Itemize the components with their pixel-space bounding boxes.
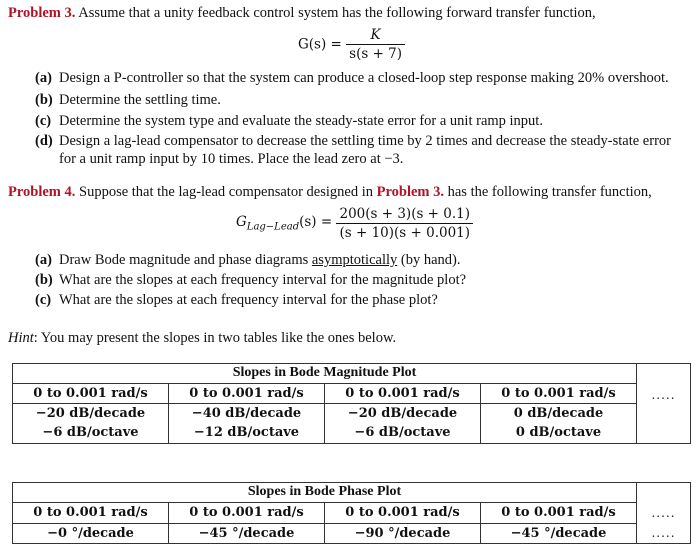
item-text-underlined: asymptotically bbox=[311, 252, 398, 268]
table-title-row bbox=[13, 364, 691, 384]
phase-table-title: Slopes in Bode Phase Plot bbox=[13, 483, 637, 503]
hint-line bbox=[8, 330, 396, 347]
problem3-eq-lhs: G(s) = bbox=[298, 36, 342, 53]
item-text: Design a P-controller so that the system can produce a closed-loop step response making 20% overshoot. bbox=[59, 70, 669, 86]
item-text-after: (by hand). bbox=[400, 252, 461, 268]
slope-cell: −12 dB/octave bbox=[169, 424, 325, 444]
interval-cell: 0 to 0.001 rad/s bbox=[169, 384, 325, 404]
interval-cell: 0 to 0.001 rad/s bbox=[13, 503, 169, 523]
table-row bbox=[13, 404, 691, 424]
problem3-fraction bbox=[346, 27, 405, 62]
slope-cell: −45 °/decade bbox=[481, 523, 637, 543]
slope-cell: −20 dB/decade bbox=[13, 404, 169, 424]
problem3-equation bbox=[298, 27, 405, 62]
interval-cell: 0 to 0.001 rad/s bbox=[481, 503, 637, 523]
slope-cell: −40 dB/decade bbox=[169, 404, 325, 424]
hint-text: : You may present the slopes in two tables like the ones below. bbox=[33, 330, 397, 346]
item-label: (c) bbox=[35, 113, 52, 129]
table-row bbox=[13, 523, 691, 543]
item-label: (a) bbox=[35, 252, 52, 268]
magnitude-table-title: Slopes in Bode Magnitude Plot bbox=[13, 364, 637, 384]
table-row bbox=[13, 384, 691, 404]
slope-cell: 0 dB/octave bbox=[481, 424, 637, 444]
problem4-eq-subscript: Lag−Lead bbox=[246, 221, 300, 233]
slope-cell: −45 °/decade bbox=[169, 523, 325, 543]
item-label: (d) bbox=[35, 133, 53, 149]
problem4-ref: Problem 3. bbox=[376, 184, 444, 200]
item-text: Determine the system type and evaluate the steady-state error for a unit ramp input. bbox=[59, 113, 543, 129]
table-ellipsis: ..... bbox=[651, 506, 676, 520]
problem4-fraction bbox=[336, 206, 473, 241]
table-ellipsis: ..... bbox=[651, 526, 676, 540]
slope-cell: −6 dB/octave bbox=[325, 424, 481, 444]
interval-cell: 0 to 0.001 rad/s bbox=[481, 384, 637, 404]
item-label: (b) bbox=[35, 92, 53, 108]
interval-cell: 0 to 0.001 rad/s bbox=[325, 503, 481, 523]
problem4-equation bbox=[236, 206, 473, 241]
table-ellipsis-column bbox=[637, 364, 691, 444]
item-text: Design a lag-lead compensator to decrease the settling time by 2 times and decrease the steady-state error bbox=[59, 133, 671, 149]
hint-label: Hint bbox=[8, 330, 34, 346]
item-label: (b) bbox=[35, 272, 53, 288]
item-text: Determine the settling time. bbox=[59, 92, 221, 108]
problem3-heading bbox=[8, 5, 596, 22]
problem4-eq-lhs bbox=[236, 213, 336, 233]
item-text: What are the slopes at each frequency interval for the phase plot? bbox=[59, 292, 438, 308]
phase-slopes-table bbox=[12, 482, 691, 544]
problem3-numerator: K bbox=[370, 27, 381, 43]
problem4-heading bbox=[8, 184, 652, 201]
problem3-denominator: s(s + 7) bbox=[346, 44, 405, 62]
item-text bbox=[59, 252, 460, 269]
table-ellipsis-column bbox=[637, 483, 691, 544]
item-label: (a) bbox=[35, 70, 52, 86]
table-row bbox=[13, 424, 691, 444]
magnitude-slopes-table bbox=[12, 363, 691, 444]
slope-cell: −20 dB/decade bbox=[325, 404, 481, 424]
table-ellipsis: ..... bbox=[651, 388, 676, 402]
item-text-continued: for a unit ramp input by 10 times. Place the lead zero at −3. bbox=[59, 151, 404, 167]
interval-cell: 0 to 0.001 rad/s bbox=[13, 384, 169, 404]
problem4-numerator: 200(s + 3)(s + 0.1) bbox=[339, 206, 471, 222]
problem4-denominator: (s + 10)(s + 0.001) bbox=[336, 223, 473, 241]
item-text-before: Draw Bode magnitude and phase diagrams bbox=[59, 252, 309, 268]
item-text: What are the slopes at each frequency interval for the magnitude plot? bbox=[59, 272, 467, 288]
item-label: (c) bbox=[35, 292, 52, 308]
problem3-item-d bbox=[0, 133, 700, 173]
slope-cell: 0 dB/decade bbox=[481, 404, 637, 424]
interval-cell: 0 to 0.001 rad/s bbox=[325, 384, 481, 404]
interval-cell: 0 to 0.001 rad/s bbox=[169, 503, 325, 523]
slope-cell: −90 °/decade bbox=[325, 523, 481, 543]
slope-cell: −0 °/decade bbox=[13, 523, 169, 543]
problem3-intro: Assume that a unity feedback control system has the following forward transfer function, bbox=[78, 5, 596, 21]
problem3-label: Problem 3. bbox=[8, 5, 76, 21]
table-title-row bbox=[13, 483, 691, 503]
problem4-eq-g: G bbox=[236, 213, 247, 230]
problem4-label: Problem 4. bbox=[8, 184, 76, 200]
problem4-intro-after: has the following transfer function, bbox=[447, 184, 652, 200]
slope-cell: −6 dB/octave bbox=[13, 424, 169, 444]
problem4-eq-rest: (s) = bbox=[299, 213, 333, 230]
table-row bbox=[13, 503, 691, 523]
problem4-intro-before: Suppose that the lag-lead compensator designed in bbox=[79, 184, 373, 200]
